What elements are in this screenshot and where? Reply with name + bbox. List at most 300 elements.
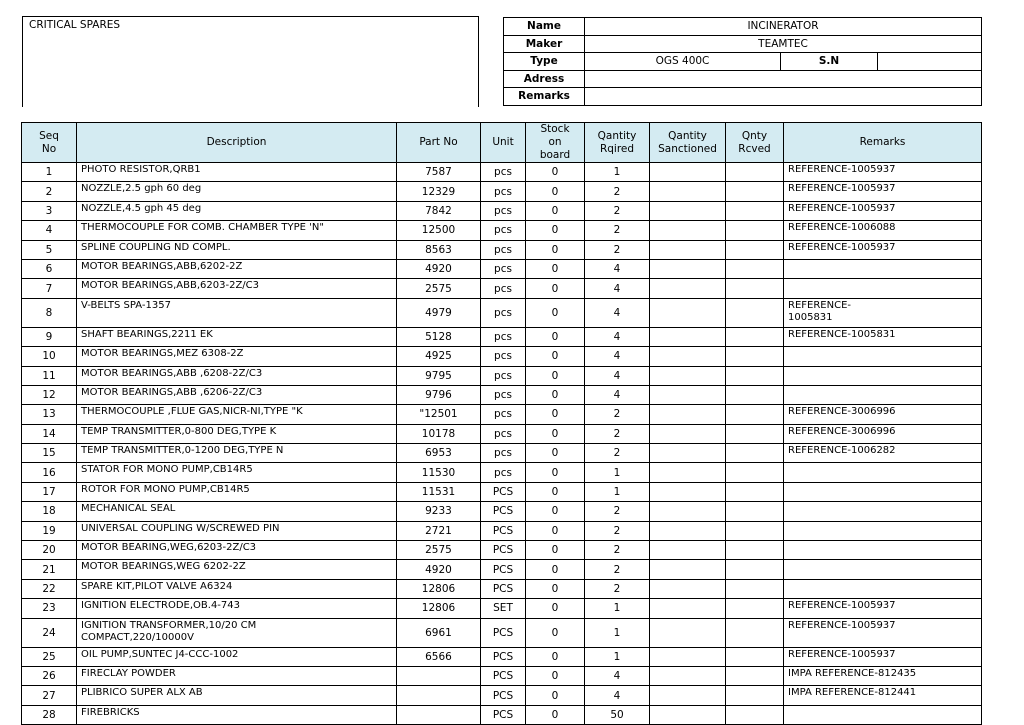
table-row xyxy=(22,666,982,685)
sanctioned-cell xyxy=(650,541,726,560)
seq-cell: 22 xyxy=(22,579,77,598)
seq-cell: 8 xyxy=(22,298,77,327)
required-cell: 1 xyxy=(585,482,650,501)
received-cell xyxy=(726,221,784,240)
header-row xyxy=(22,123,982,163)
table-row xyxy=(22,424,982,443)
required-cell: 4 xyxy=(585,259,650,278)
stock-cell: 0 xyxy=(526,221,585,240)
received-cell xyxy=(726,599,784,618)
table-row xyxy=(22,405,982,424)
remarks-label: Remarks xyxy=(504,88,585,106)
part-no-cell xyxy=(397,705,481,724)
sanctioned-cell xyxy=(650,366,726,385)
seq-cell: 12 xyxy=(22,385,77,404)
required-cell: 4 xyxy=(585,279,650,298)
remarks-cell: REFERENCE-1006088 xyxy=(784,221,982,240)
required-cell: 2 xyxy=(585,424,650,443)
stock-cell: 0 xyxy=(526,366,585,385)
stock-cell: 0 xyxy=(526,686,585,705)
required-cell: 2 xyxy=(585,201,650,220)
sanctioned-cell xyxy=(650,163,726,182)
seq-cell: 28 xyxy=(22,705,77,724)
description-cell: MOTOR BEARINGS,WEG 6202-2Z xyxy=(77,560,397,579)
required-cell: 2 xyxy=(585,405,650,424)
remarks-cell: REFERENCE-1005831 xyxy=(784,327,982,346)
seq-cell: 19 xyxy=(22,521,77,540)
unit-cell: PCS xyxy=(481,647,526,666)
description-cell: MOTOR BEARING,WEG,6203-2Z/C3 xyxy=(77,541,397,560)
table-row xyxy=(22,347,982,366)
sanctioned-cell xyxy=(650,521,726,540)
sanctioned-cell xyxy=(650,385,726,404)
description-cell: IGNITION TRANSFORMER,10/20 CM COMPACT,220/10000V xyxy=(77,618,397,647)
received-cell xyxy=(726,463,784,482)
stock-cell: 0 xyxy=(526,347,585,366)
required-cell: 2 xyxy=(585,560,650,579)
remarks-cell xyxy=(784,560,982,579)
info-row-maker xyxy=(504,35,982,53)
table-row xyxy=(22,686,982,705)
part-no-cell: 12500 xyxy=(397,221,481,240)
part-no-cell: 12329 xyxy=(397,182,481,201)
unit-cell: pcs xyxy=(481,240,526,259)
required-cell: 4 xyxy=(585,298,650,327)
sanctioned-cell xyxy=(650,463,726,482)
seq-cell: 2 xyxy=(22,182,77,201)
remarks-value xyxy=(585,88,982,106)
unit-cell: SET xyxy=(481,599,526,618)
remarks-cell xyxy=(784,366,982,385)
sanctioned-cell xyxy=(650,279,726,298)
description-cell: STATOR FOR MONO PUMP,CB14R5 xyxy=(77,463,397,482)
remarks-cell: REFERENCE-1005937 xyxy=(784,240,982,259)
stock-cell: 0 xyxy=(526,541,585,560)
received-cell xyxy=(726,163,784,182)
required-cell: 4 xyxy=(585,366,650,385)
unit-cell: PCS xyxy=(481,618,526,647)
unit-cell: pcs xyxy=(481,405,526,424)
stock-cell: 0 xyxy=(526,298,585,327)
remarks-cell: REFERENCE-3006996 xyxy=(784,424,982,443)
part-no-cell: 6566 xyxy=(397,647,481,666)
unit-cell: pcs xyxy=(481,424,526,443)
spares-table xyxy=(21,122,982,725)
part-no-cell: 4925 xyxy=(397,347,481,366)
table-row xyxy=(22,259,982,278)
equipment-info-table xyxy=(503,17,982,106)
remarks-cell xyxy=(784,579,982,598)
remarks-cell xyxy=(784,521,982,540)
table-row xyxy=(22,385,982,404)
description-cell: IGNITION ELECTRODE,OB.4-743 xyxy=(77,599,397,618)
description-cell: TEMP TRANSMITTER,0-1200 DEG,TYPE N xyxy=(77,444,397,463)
part-no-cell: 12806 xyxy=(397,599,481,618)
remarks-cell: REFERENCE-1005937 xyxy=(784,599,982,618)
unit-cell: pcs xyxy=(481,347,526,366)
table-row xyxy=(22,618,982,647)
seq-cell: 10 xyxy=(22,347,77,366)
sn-value xyxy=(878,53,982,71)
remarks-cell xyxy=(784,347,982,366)
sanctioned-cell xyxy=(650,560,726,579)
description-cell: NOZZLE,4.5 gph 45 deg xyxy=(77,201,397,220)
sanctioned-cell xyxy=(650,482,726,501)
table-row xyxy=(22,279,982,298)
remarks-cell xyxy=(784,541,982,560)
info-row-address xyxy=(504,70,982,88)
seq-cell: 21 xyxy=(22,560,77,579)
sanctioned-cell xyxy=(650,221,726,240)
description-cell: MECHANICAL SEAL xyxy=(77,502,397,521)
remarks-cell xyxy=(784,463,982,482)
table-row xyxy=(22,560,982,579)
unit-cell: PCS xyxy=(481,686,526,705)
sanctioned-cell xyxy=(650,618,726,647)
description-cell: V-BELTS SPA-1357 xyxy=(77,298,397,327)
stock-cell: 0 xyxy=(526,599,585,618)
part-no-cell: 12806 xyxy=(397,579,481,598)
address-label: Adress xyxy=(504,70,585,88)
description-cell: THERMOCOUPLE ,FLUE GAS,NICR-NI,TYPE "K xyxy=(77,405,397,424)
part-no-cell: 11530 xyxy=(397,463,481,482)
seq-cell: 20 xyxy=(22,541,77,560)
stock-cell: 0 xyxy=(526,279,585,298)
seq-cell: 3 xyxy=(22,201,77,220)
stock-cell: 0 xyxy=(526,259,585,278)
unit-cell: PCS xyxy=(481,541,526,560)
received-cell xyxy=(726,366,784,385)
seq-cell: 18 xyxy=(22,502,77,521)
received-cell xyxy=(726,618,784,647)
table-row xyxy=(22,444,982,463)
name-value: INCINERATOR xyxy=(585,18,982,36)
sanctioned-cell xyxy=(650,599,726,618)
sanctioned-cell xyxy=(650,327,726,346)
part-no-cell: "12501 xyxy=(397,405,481,424)
sanctioned-cell xyxy=(650,347,726,366)
required-cell: 1 xyxy=(585,599,650,618)
seq-cell: 4 xyxy=(22,221,77,240)
received-cell xyxy=(726,327,784,346)
table-row xyxy=(22,201,982,220)
table-row xyxy=(22,221,982,240)
stock-cell: 0 xyxy=(526,240,585,259)
received-cell xyxy=(726,705,784,724)
received-cell xyxy=(726,444,784,463)
stock-cell: 0 xyxy=(526,705,585,724)
header-description: Description xyxy=(77,123,397,163)
table-row xyxy=(22,502,982,521)
table-row xyxy=(22,647,982,666)
stock-cell: 0 xyxy=(526,521,585,540)
stock-cell: 0 xyxy=(526,163,585,182)
unit-cell: pcs xyxy=(481,279,526,298)
part-no-cell xyxy=(397,666,481,685)
required-cell: 2 xyxy=(585,541,650,560)
table-row xyxy=(22,163,982,182)
received-cell xyxy=(726,279,784,298)
description-cell: NOZZLE,2.5 gph 60 deg xyxy=(77,182,397,201)
sanctioned-cell xyxy=(650,579,726,598)
sanctioned-cell xyxy=(650,424,726,443)
required-cell: 4 xyxy=(585,385,650,404)
stock-cell: 0 xyxy=(526,182,585,201)
part-no-cell: 7587 xyxy=(397,163,481,182)
description-cell: MOTOR BEARINGS,ABB,6202-2Z xyxy=(77,259,397,278)
description-cell: MOTOR BEARINGS,MEZ 6308-2Z xyxy=(77,347,397,366)
section-title: CRITICAL SPARES xyxy=(29,19,121,31)
stock-cell: 0 xyxy=(526,579,585,598)
received-cell xyxy=(726,579,784,598)
table-row xyxy=(22,579,982,598)
type-label: Type xyxy=(504,53,585,71)
remarks-cell xyxy=(784,279,982,298)
header-unit: Unit xyxy=(481,123,526,163)
seq-cell: 15 xyxy=(22,444,77,463)
type-value: OGS 400C xyxy=(585,53,781,71)
stock-cell: 0 xyxy=(526,424,585,443)
received-cell xyxy=(726,182,784,201)
unit-cell: pcs xyxy=(481,463,526,482)
remarks-cell: REFERENCE-1005937 xyxy=(784,647,982,666)
required-cell: 1 xyxy=(585,647,650,666)
header-sanctioned: Qantity Sanctioned xyxy=(650,123,726,163)
table-row xyxy=(22,599,982,618)
unit-cell: pcs xyxy=(481,163,526,182)
unit-cell: pcs xyxy=(481,298,526,327)
required-cell: 4 xyxy=(585,347,650,366)
seq-cell: 24 xyxy=(22,618,77,647)
info-row-name xyxy=(504,18,982,36)
received-cell xyxy=(726,647,784,666)
part-no-cell: 5128 xyxy=(397,327,481,346)
seq-cell: 17 xyxy=(22,482,77,501)
description-cell: MOTOR BEARINGS,ABB ,6208-2Z/C3 xyxy=(77,366,397,385)
stock-cell: 0 xyxy=(526,385,585,404)
part-no-cell: 7842 xyxy=(397,201,481,220)
description-cell: FIREBRICKS xyxy=(77,705,397,724)
unit-cell: pcs xyxy=(481,221,526,240)
table-row xyxy=(22,482,982,501)
seq-cell: 7 xyxy=(22,279,77,298)
table-row xyxy=(22,705,982,724)
part-no-cell: 6953 xyxy=(397,444,481,463)
received-cell xyxy=(726,686,784,705)
sanctioned-cell xyxy=(650,240,726,259)
received-cell xyxy=(726,521,784,540)
stock-cell: 0 xyxy=(526,327,585,346)
remarks-cell xyxy=(784,705,982,724)
unit-cell: PCS xyxy=(481,560,526,579)
unit-cell: PCS xyxy=(481,502,526,521)
required-cell: 2 xyxy=(585,502,650,521)
stock-cell: 0 xyxy=(526,666,585,685)
received-cell xyxy=(726,240,784,259)
sanctioned-cell xyxy=(650,686,726,705)
seq-cell: 6 xyxy=(22,259,77,278)
remarks-cell: REFERENCE-1005937 xyxy=(784,618,982,647)
description-cell: OIL PUMP,SUNTEC J4-CCC-1002 xyxy=(77,647,397,666)
unit-cell: pcs xyxy=(481,182,526,201)
required-cell: 2 xyxy=(585,240,650,259)
stock-cell: 0 xyxy=(526,560,585,579)
part-no-cell: 11531 xyxy=(397,482,481,501)
stock-cell: 0 xyxy=(526,618,585,647)
seq-cell: 26 xyxy=(22,666,77,685)
seq-cell: 23 xyxy=(22,599,77,618)
unit-cell: pcs xyxy=(481,385,526,404)
seq-cell: 25 xyxy=(22,647,77,666)
required-cell: 4 xyxy=(585,327,650,346)
seq-cell: 9 xyxy=(22,327,77,346)
required-cell: 50 xyxy=(585,705,650,724)
part-no-cell: 9233 xyxy=(397,502,481,521)
part-no-cell: 4920 xyxy=(397,560,481,579)
part-no-cell: 6961 xyxy=(397,618,481,647)
stock-cell: 0 xyxy=(526,405,585,424)
sanctioned-cell xyxy=(650,666,726,685)
info-row-remarks xyxy=(504,88,982,106)
unit-cell: PCS xyxy=(481,482,526,501)
remarks-cell: REFERENCE-3006996 xyxy=(784,405,982,424)
description-cell: PLIBRICO SUPER ALX AB xyxy=(77,686,397,705)
received-cell xyxy=(726,541,784,560)
part-no-cell: 9796 xyxy=(397,385,481,404)
part-no-cell xyxy=(397,686,481,705)
table-row xyxy=(22,240,982,259)
table-row xyxy=(22,521,982,540)
stock-cell: 0 xyxy=(526,647,585,666)
table-row xyxy=(22,327,982,346)
required-cell: 2 xyxy=(585,221,650,240)
description-cell: TEMP TRANSMITTER,0-800 DEG,TYPE K xyxy=(77,424,397,443)
sanctioned-cell xyxy=(650,705,726,724)
header-seq: Seq No xyxy=(22,123,77,163)
name-label: Name xyxy=(504,18,585,36)
seq-cell: 27 xyxy=(22,686,77,705)
part-no-cell: 4979 xyxy=(397,298,481,327)
remarks-cell: REFERENCE-1006282 xyxy=(784,444,982,463)
table-row xyxy=(22,541,982,560)
received-cell xyxy=(726,424,784,443)
remarks-cell xyxy=(784,385,982,404)
sn-label: S.N xyxy=(781,53,878,71)
description-cell: MOTOR BEARINGS,ABB,6203-2Z/C3 xyxy=(77,279,397,298)
remarks-cell: IMPA REFERENCE-812441 xyxy=(784,686,982,705)
part-no-cell: 2575 xyxy=(397,541,481,560)
seq-cell: 5 xyxy=(22,240,77,259)
description-cell: SPLINE COUPLING ND COMPL. xyxy=(77,240,397,259)
required-cell: 4 xyxy=(585,666,650,685)
description-cell: ROTOR FOR MONO PUMP,CB14R5 xyxy=(77,482,397,501)
description-cell: PHOTO RESISTOR,QRB1 xyxy=(77,163,397,182)
description-cell: FIRECLAY POWDER xyxy=(77,666,397,685)
sanctioned-cell xyxy=(650,298,726,327)
required-cell: 2 xyxy=(585,182,650,201)
sanctioned-cell xyxy=(650,259,726,278)
sanctioned-cell xyxy=(650,405,726,424)
unit-cell: pcs xyxy=(481,201,526,220)
required-cell: 1 xyxy=(585,163,650,182)
part-no-cell: 4920 xyxy=(397,259,481,278)
header-stock: Stock on board xyxy=(526,123,585,163)
received-cell xyxy=(726,385,784,404)
remarks-cell: REFERENCE- 1005831 xyxy=(784,298,982,327)
remarks-cell xyxy=(784,259,982,278)
stock-cell: 0 xyxy=(526,444,585,463)
received-cell xyxy=(726,259,784,278)
table-row xyxy=(22,463,982,482)
sanctioned-cell xyxy=(650,502,726,521)
seq-cell: 1 xyxy=(22,163,77,182)
sanctioned-cell xyxy=(650,182,726,201)
sanctioned-cell xyxy=(650,647,726,666)
seq-cell: 16 xyxy=(22,463,77,482)
description-cell: SHAFT BEARINGS,2211 EK xyxy=(77,327,397,346)
part-no-cell: 10178 xyxy=(397,424,481,443)
received-cell xyxy=(726,482,784,501)
stock-cell: 0 xyxy=(526,201,585,220)
remarks-cell: IMPA REFERENCE-812435 xyxy=(784,666,982,685)
header-remarks: Remarks xyxy=(784,123,982,163)
received-cell xyxy=(726,347,784,366)
info-row-type xyxy=(504,53,982,71)
required-cell: 2 xyxy=(585,521,650,540)
unit-cell: PCS xyxy=(481,666,526,685)
header-received: Qnty Rcved xyxy=(726,123,784,163)
received-cell xyxy=(726,201,784,220)
required-cell: 2 xyxy=(585,444,650,463)
seq-cell: 11 xyxy=(22,366,77,385)
part-no-cell: 9795 xyxy=(397,366,481,385)
description-cell: UNIVERSAL COUPLING W/SCREWED PIN xyxy=(77,521,397,540)
maker-value: TEAMTEC xyxy=(585,35,982,53)
seq-cell: 13 xyxy=(22,405,77,424)
unit-cell: pcs xyxy=(481,259,526,278)
received-cell xyxy=(726,405,784,424)
sanctioned-cell xyxy=(650,201,726,220)
remarks-cell xyxy=(784,482,982,501)
maker-label: Maker xyxy=(504,35,585,53)
remarks-cell: REFERENCE-1005937 xyxy=(784,163,982,182)
unit-cell: PCS xyxy=(481,579,526,598)
header-required: Qantity Rqired xyxy=(585,123,650,163)
received-cell xyxy=(726,502,784,521)
unit-cell: PCS xyxy=(481,521,526,540)
required-cell: 1 xyxy=(585,463,650,482)
table-row xyxy=(22,182,982,201)
critical-spares-box xyxy=(22,16,479,107)
received-cell xyxy=(726,298,784,327)
required-cell: 2 xyxy=(585,579,650,598)
required-cell: 1 xyxy=(585,618,650,647)
remarks-cell: REFERENCE-1005937 xyxy=(784,201,982,220)
unit-cell: pcs xyxy=(481,327,526,346)
stock-cell: 0 xyxy=(526,502,585,521)
address-value xyxy=(585,70,982,88)
table-row xyxy=(22,298,982,327)
description-cell: MOTOR BEARINGS,ABB ,6206-2Z/C3 xyxy=(77,385,397,404)
remarks-cell: REFERENCE-1005937 xyxy=(784,182,982,201)
unit-cell: PCS xyxy=(481,705,526,724)
seq-cell: 14 xyxy=(22,424,77,443)
stock-cell: 0 xyxy=(526,463,585,482)
description-cell: SPARE KIT,PILOT VALVE A6324 xyxy=(77,579,397,598)
header-part-no: Part No xyxy=(397,123,481,163)
part-no-cell: 8563 xyxy=(397,240,481,259)
part-no-cell: 2575 xyxy=(397,279,481,298)
